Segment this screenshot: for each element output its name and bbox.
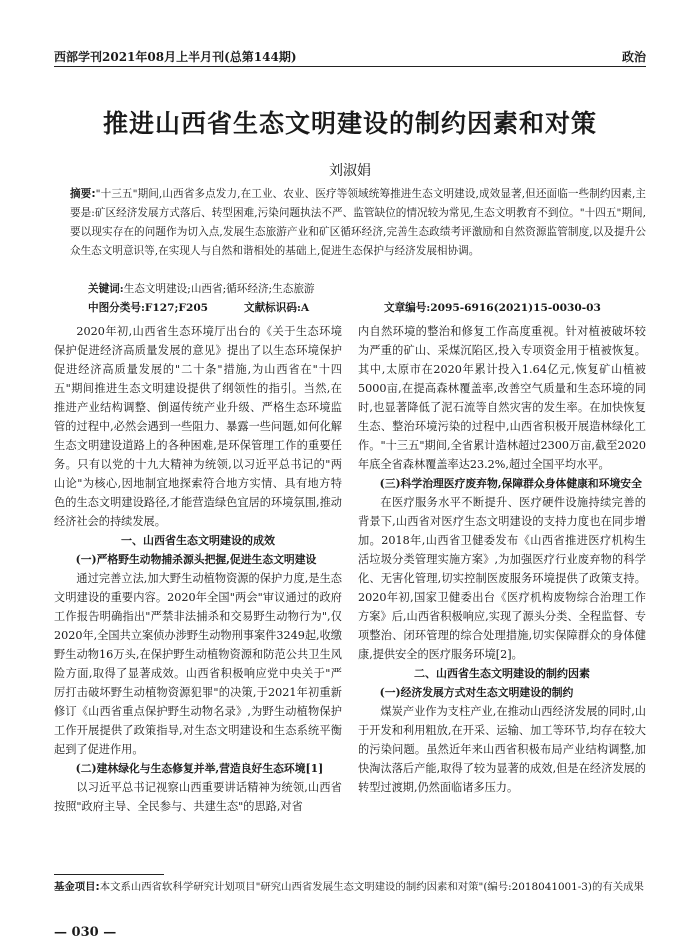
footnote-divider [54, 874, 164, 875]
subsection-heading: (一)严格野生动物捕杀源头把握,促进生态文明建设 [75, 553, 317, 566]
paragraph: 在医疗服务水平不断提升、医疗硬件设施持续完善的背景下,山西省对医疗生态文明建设的支持力度也在同步增加。2018年,山西省卫健委发布《山西省推进医疗机构生活垃圾分类管理实施方案》,为加强医疗行业废弃物的科学化、无害化管理,切实控制医废服务环境提供了政策支持。2020年初,国家卫健委出台《医疗机构废物综合治理工作方案》后,山西省积极响应,实现了源头分类、全程监督、专项整治、闭环管理的综合处理措施,切实保障群众的身体健康,提供安全的医疗服务环境[2]。 [358, 496, 646, 661]
subsection-heading: (一)经济发展方式对生态文明建设的制约 [379, 686, 574, 699]
paragraph: 煤炭产业作为支柱产业,在推动山西经济发展的同时,山于开发和利用粗放,在开采、运输、加工等环节,均存在较大的污染问题。虽然近年来山西省积极布局产业结构调整,加快淘汰落后产能,取得了较为显著的成效,但是在经济发展的转型过渡期,仍然面临诸多压力。 [358, 705, 646, 794]
section-label: 政治 [621, 50, 646, 64]
abstract-text: "十三五"期间,山西省多点发力,在工业、农业、医疗等领域统筹推进生态文明建设,成效显著,但还面临一些制约因素,主要是:矿区经济发展方式落后、转型困难,污染问题执法不严、监管缺位的情况较为常见,生态文明教育不到位。"十四五"期间,要以现实存在的问题作为切入点,发展生态旅游产业和矿区循环经济,完善生态政绩考评激励和自然资源监管制度,以及提升公众生态文明意识等,在实现人与自然和谐相处的基础上,促进生态保护与经济发展相协调。 [70, 188, 647, 257]
section-heading: 二、山西省生态文明建设的制约因素 [414, 667, 590, 680]
document-code: 文献标识码:A [244, 302, 310, 314]
page-number: — 030 — [54, 925, 117, 940]
article-title: 推进山西省生态文明建设的制约因素和对策 [102, 109, 597, 138]
section-heading: 一、山西省生态文明建设的成效 [121, 534, 275, 547]
subsection-heading: (二)建林绿化与生态修复并举,营造良好生态环境[1] [75, 762, 324, 775]
clc-number: 中图分类号:F127;F205 [88, 302, 209, 314]
left-column [54, 322, 342, 816]
abstract-label: 摘要: [70, 188, 96, 200]
author: 刘淑娟 [329, 163, 371, 179]
abstract [70, 185, 646, 261]
funding-text: 本文系山西省软科学研究计划项目"研究山西省发展生态文明建设的制约因素和对策"(编号:2018041001-3)的有关成果 [99, 881, 644, 893]
subsection-heading: (三)科学治理医疗废弃物,保障群众身体健康和环境安全 [379, 477, 642, 490]
keywords-label: 关键词: [88, 283, 124, 295]
funding-note [54, 879, 646, 896]
paragraph: 2020年初,山西省生态环境厅出台的《关于生态环境保护促进经济高质量发展的意见》提出了以生态环境保护促进经济高质量发展的"二十条"措施,为山西省在"十四五"期间推进生态文明建设提供了纲领性的指引。当然,在推进产业结构调整、倒逼传统产业升级、严格生态环境监管的过程中,必然会遇到一些阻力、暴露一些问题,如何化解生态文明建设道路上的各种困难,是环保管理工作的重要任务。只有以党的十九大精神为统领,以习近平总书记的"两山论"为核心,因地制宜地探索符合地方实情、具有地方特色的生态文明建设路径,才能营造绿色宜居的环境氛围,推动经济社会的持续发展。 [54, 325, 342, 528]
journal-issue: 西部学刊2021年08月上半月刊(总第144期) [54, 50, 297, 64]
paragraph: 内自然环境的整治和修复工作高度重视。针对植被破坏较为严重的矿山、采煤沉陷区,投入专项资金用于植被恢复。其中,太原市在2020年累计投入1.64亿元,恢复矿山植被5000亩,在提高森林覆盖率,改善空气质量和生态环境的同时,也显著降低了泥石流等自然灾害的发生率。在加快恢复生态、整治环境污染的过程中,山西省积极开展造林绿化工作。"十三五"期间,全省累计造林超过2300万亩,截至2020年底全省森林覆盖率达23.2%,超过全国平均水平。 [358, 325, 646, 471]
funding-label: 基金项目: [54, 881, 100, 893]
paragraph: 以习近平总书记视察山西重要讲话精神为统领,山西省按照"政府主导、全民参与、共建生态"的思路,对省 [54, 781, 342, 813]
keywords-text: 生态文明建设;山西省;循环经济;生态旅游 [123, 283, 315, 295]
right-column [358, 322, 646, 797]
paragraph: 通过完善立法,加大野生动植物资源的保护力度,是生态文明建设的重要内容。2020年全国"两会"审议通过的政府工作报告明确指出"严禁非法捕杀和交易野生动物行为",仅2020年,全国共立案侦办涉野生动物刑事案件3249起,收缴野生动物16万头,在保护野生动植物资源和防范公共卫生风险方面,取得了显著成效。山西省积极响应党中央关于"严厉打击破坏野生动植物资源犯罪"的决策,于2021年初重新修订《山西省重点保护野生动物名录》,为野生动植物保护工作开展提供了政策指导,对生态文明建设和生态系统平衡起到了促进作用。 [54, 572, 342, 756]
keywords [88, 281, 646, 296]
running-header [54, 48, 646, 67]
article-number: 文章编号:2095-6916(2021)15-0030-03 [384, 302, 601, 314]
